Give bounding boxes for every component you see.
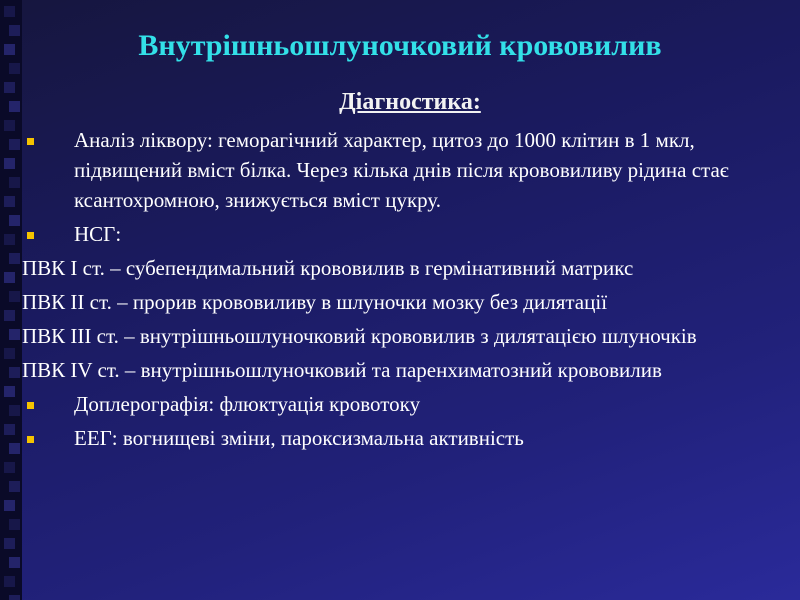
decorative-square xyxy=(4,6,15,17)
decorative-square xyxy=(4,576,15,587)
decorative-square xyxy=(9,481,20,492)
list-item-text: Аналіз ліквору: геморагічний характер, цитоз до 1000 клітин в 1 мкл, підвищений вміст білка. Через кілька днів після крововиливу рідина стає ксантохромною, знижується вміст цукру. xyxy=(74,128,729,212)
decorative-square xyxy=(9,519,20,530)
list-item-doppler xyxy=(0,389,790,419)
list-item-ivh-grade-4: ПВК IV ст. – внутрішньошлуночковий та паренхиматозний крововилив xyxy=(22,358,662,382)
decorative-square xyxy=(4,462,15,473)
list-item-text: Доплерографія: флюктуація кровотоку xyxy=(74,392,421,416)
list-item-csf-analysis xyxy=(0,125,790,215)
list-item-text: ЕЕГ: вогнищеві зміни, пароксизмальна активність xyxy=(74,426,524,450)
decorative-square xyxy=(4,538,15,549)
list-item-ivh-grade-3: ПВК III ст. – внутрішньошлуночковий крововилив з дилятацією шлуночків xyxy=(22,324,697,348)
square-bullet-icon xyxy=(27,436,34,443)
decorative-square xyxy=(4,500,15,511)
square-bullet-icon xyxy=(27,232,34,239)
square-bullet-icon xyxy=(27,138,34,145)
list-item-text: НСГ: xyxy=(74,222,122,246)
square-bullet-icon xyxy=(27,402,34,409)
decorative-square xyxy=(9,557,20,568)
list-item-ivh-grade-1: ПВК I ст. – субепендимальний крововилив в гермінативний матрикс xyxy=(22,256,634,280)
decorative-square xyxy=(9,595,20,600)
slide-title: Внутрішньошлуночковий крововилив xyxy=(138,29,662,62)
list-item-ivh-grade-2: ПВК II ст. – прорив крововиливу в шлуночки мозку без дилятації xyxy=(22,290,608,314)
slide-subtitle: Діагностика: xyxy=(339,89,481,115)
slide-content xyxy=(0,125,790,453)
list-item-nsg xyxy=(0,219,790,249)
list-item-eeg xyxy=(0,423,790,453)
